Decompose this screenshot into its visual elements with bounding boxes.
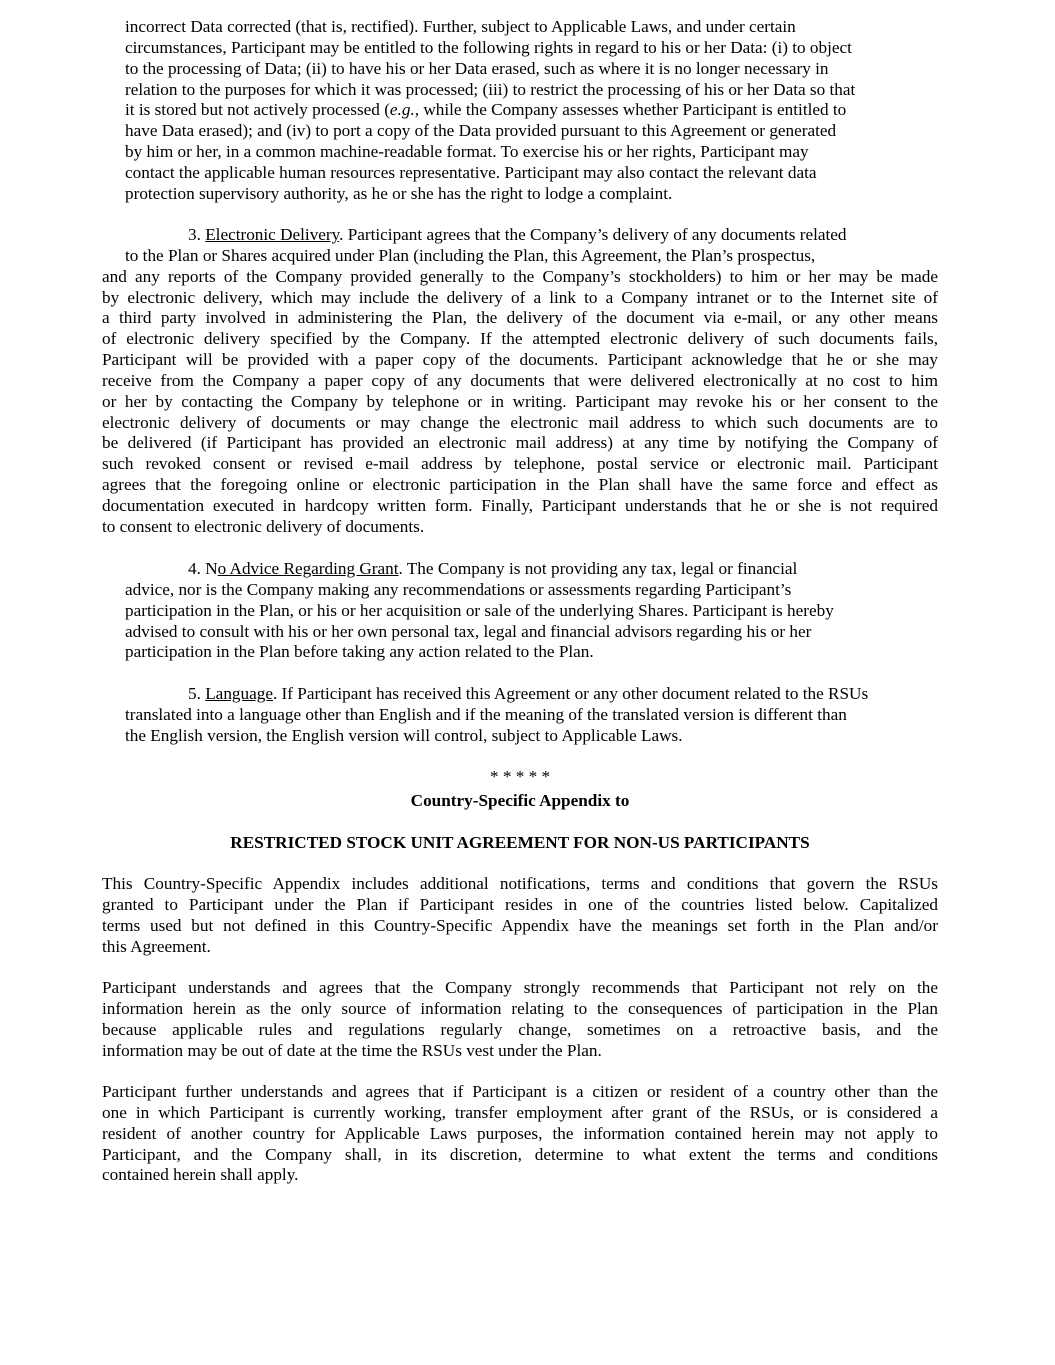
text-line: agrees that the foregoing online or electronic participation in the Plan shall have the same force and effect as (102, 475, 938, 495)
text-line: to consent to electronic delivery of documents. (102, 516, 425, 536)
text-line: participation in the Plan, or his or her acquisition or sale of the underlying Shares. Participant is hereby (125, 600, 834, 620)
paragraph-language (125, 684, 935, 747)
text-line: granted to Participant under the Plan if Participant resides in one of the countries listed below. Capitalized (102, 894, 938, 914)
text-line: by electronic delivery, which may include the delivery of a link to a Company intranet or to the Internet site of (102, 287, 938, 307)
text-segment: 3. (188, 225, 206, 244)
text-line: Participant further understands and agrees that if Participant is a citizen or resident of a country other than the (102, 1082, 938, 1101)
text-line: and any reports of the Company provided generally to the Company’s stockholders) to him or her may be made (102, 266, 938, 286)
text-segment: . The Company is not providing any tax, legal or financial (398, 559, 798, 578)
text-line: information herein as the only source of information relating to the consequences of participation in the Plan (102, 998, 938, 1018)
text-line: translated into a language other than English and if the meaning of the translated version is different than (125, 704, 847, 724)
text-line: such revoked consent or revised e-mail address by telephone, postal service or electronic mail. Participant (102, 454, 938, 474)
text-line (125, 684, 935, 705)
section-heading: o Advice Regarding Grant (217, 559, 399, 578)
text-line: to the processing of Data; (ii) to have his or her Data erased, such as where it is no longer necessary in (125, 58, 829, 78)
paragraph-recommendation (102, 978, 938, 1061)
text-segment: . If Participant has received this Agreement or any other document related to the RSUs (272, 684, 869, 703)
text-segment: , while the Company assesses whether Participant is entitled to (414, 100, 847, 120)
text-line: information may be out of date at the time the RSUs vest under the Plan. (102, 1040, 602, 1060)
text-line: contained herein shall apply. (102, 1165, 299, 1185)
paragraph-further-understanding (102, 1082, 938, 1186)
section-heading: Language (205, 684, 273, 703)
text-line: a third party involved in administering the Plan, the delivery of the document via e-mail, or any other means (102, 308, 938, 328)
text-line: advised to consult with his or her own personal tax, legal and financial advisors regarding his or her (125, 621, 812, 641)
text-line (125, 100, 935, 121)
text-line: documentation executed in hardcopy written form. Finally, Participant understands that he or she is not required (102, 495, 938, 515)
text-line: Participant, and the Company shall, in its discretion, determine to what extent the terms and conditions (102, 1144, 938, 1164)
appendix-subtitle: RESTRICTED STOCK UNIT AGREEMENT FOR NON-US PARTICIPANTS (230, 833, 810, 852)
text-line: electronic delivery of documents or may change the electronic mail address to which such documents are to (102, 412, 938, 432)
text-line: relation to the purposes for which it was processed; (iii) to restrict the processing of his or her Data so that (125, 79, 856, 99)
paragraph-no-advice (125, 559, 935, 663)
italic-text: e.g. (389, 100, 415, 120)
text-line: incorrect Data corrected (that is, rectified). Further, subject to Applicable Laws, and under certain (125, 17, 796, 36)
text-line: circumstances, Participant may be entitled to the following rights in regard to his or her Data: (i) to object (125, 37, 852, 57)
separator-asterisks: * * * * * (489, 767, 551, 786)
text-line (102, 225, 938, 246)
text-line: one in which Participant is currently working, transfer employment after grant of the RSUs, or is considered a (102, 1102, 938, 1122)
text-segment: . Participant agrees that the Company’s delivery of any documents related (339, 225, 847, 244)
text-line: have Data erased); and (iv) to port a copy of the Data provided pursuant to this Agreement or generated (125, 121, 837, 141)
text-line: resident of another country for Applicable Laws purposes, the information contained herein may not apply to (102, 1123, 938, 1143)
text-line: protection supervisory authority, as he or she has the right to lodge a complaint. (125, 183, 673, 203)
text-line: Participant will be provided with a paper copy of the documents. Participant acknowledge that he or she may (102, 350, 938, 370)
text-segment: it is stored but not actively processed ( (125, 100, 390, 120)
text-line: This Country-Specific Appendix includes additional notifications, terms and conditions that govern the RSUs (102, 874, 938, 893)
paragraph-electronic-delivery (102, 225, 938, 538)
text-line: the English version, the English version will control, subject to Applicable Laws. (125, 725, 683, 745)
text-line: participation in the Plan before taking any action related to the Plan. (125, 642, 594, 662)
text-line: contact the applicable human resources representative. Participant may also contact the relevant data (125, 162, 817, 182)
text-line: terms used but not defined in this Country-Specific Appendix have the meanings set forth in the Plan and/or (102, 915, 938, 935)
text-line: advice, nor is the Company making any recommendations or assessments regarding Participant’s (125, 579, 792, 599)
text-line: of electronic delivery specified by the Company. If the attempted electronic delivery of such documents fails, (102, 329, 938, 349)
text-segment: 5. (188, 684, 206, 703)
text-line: be delivered (if Participant has provided an electronic mail address) at any time by notifying the Company of (102, 433, 938, 453)
text-line: because applicable rules and regulations regularly change, sometimes on a retroactive basis, and the (102, 1019, 938, 1039)
paragraph-data-rights (125, 17, 935, 205)
appendix-title: Country-Specific Appendix to (410, 791, 630, 810)
section-heading: Electronic Delivery (205, 225, 340, 244)
text-line: receive from the Company a paper copy of any documents that were delivered electronically at no cost to him (102, 370, 938, 390)
text-line: this Agreement. (102, 936, 211, 956)
text-line: by him or her, in a common machine-readable format. To exercise his or her rights, Participant may (125, 142, 809, 162)
text-line: or her by contacting the Company by telephone or in writing. Participant may revoke his or her consent to the (102, 391, 938, 411)
text-segment: 4. N (188, 559, 218, 578)
paragraph-appendix-intro (102, 874, 938, 957)
text-line (125, 559, 935, 580)
text-line: to the Plan or Shares acquired under Plan (including the Plan, this Agreement, the Plan’s prospectus, (125, 245, 816, 265)
text-line: Participant understands and agrees that the Company strongly recommends that Participant not rely on the (102, 978, 938, 997)
